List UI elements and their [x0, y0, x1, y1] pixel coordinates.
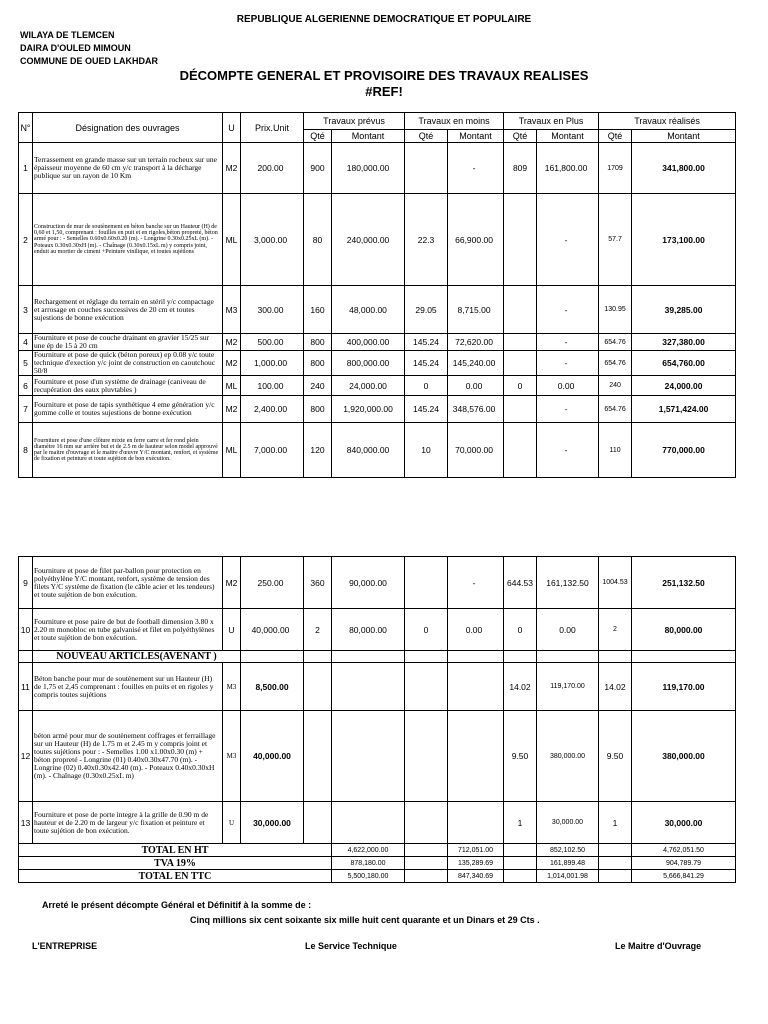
row-prix-unit: 40,000.00 [241, 711, 304, 802]
row-prevus-montant: 180,000.00 [332, 143, 405, 194]
row-moins-qte [405, 663, 448, 711]
row-realises-montant: 1,571,424.00 [632, 396, 736, 423]
total-row [19, 870, 736, 883]
row-prevus-qte: 800 [304, 351, 332, 376]
col-qte: Qté [504, 130, 537, 143]
row-prix-unit: 40,000.00 [241, 609, 304, 651]
row-moins-qte: 0 [405, 609, 448, 651]
row-plus-montant: - [537, 194, 599, 286]
total-row [19, 857, 736, 870]
row-number: 13 [19, 802, 33, 844]
row-unit: M3 [223, 711, 241, 802]
table-row [19, 423, 736, 478]
row-designation: Terrassement en grande masse sur un terrain rocheux sur une épaisseur moyenne de 60 cm y/c transport à la décharge publique sur un rayon de 10 Km [33, 143, 223, 194]
row-prevus-qte: 800 [304, 396, 332, 423]
works-table-top [18, 112, 736, 478]
empty-cell [504, 870, 537, 883]
total-realises-montant: 904,789.79 [632, 857, 736, 870]
empty-cell [599, 870, 632, 883]
row-realises-montant: 770,000.00 [632, 423, 736, 478]
row-moins-qte [405, 557, 448, 609]
row-plus-montant: - [537, 396, 599, 423]
row-designation: Rechargement et réglage du terrain en stéril y/c compactage et arrosage en couches successives de 20 cm et toutes sujestions de bonne exécution [33, 286, 223, 334]
row-designation: béton armé pour mur de soutènement coffrages et ferraillage sur un Hauteur (H) de 1.75 m et 2.45 m y compris joint et toutes sujétions pour : - Semelles 1.00 x1.00x0.30 (m) + béton propreté - Longrine (01) 0.40x0.30x47.70 (m). - Longrine (02) 0.40x0.30x42.40 (m). - Poteaux 0.40x0.30xH (m). - Chaînage (0.30x0.25xL m) [33, 711, 223, 802]
row-plus-qte: 809 [504, 143, 537, 194]
total-label: TOTAL EN HT [19, 844, 332, 857]
col-moins: Travaux en moins [405, 113, 504, 130]
table-row [19, 376, 736, 396]
row-unit: M3 [223, 286, 241, 334]
row-plus-montant: - [537, 351, 599, 376]
row-prix-unit: 30,000.00 [241, 802, 304, 844]
row-prevus-qte: 240 [304, 376, 332, 396]
row-unit: M2 [223, 396, 241, 423]
total-moins-montant: 135,289.69 [448, 857, 504, 870]
row-realises-montant: 80,000.00 [632, 609, 736, 651]
empty-cell [241, 651, 304, 663]
signature-service-technique: Le Service Technique [305, 941, 397, 951]
row-realises-montant: 24,000.00 [632, 376, 736, 396]
table-row [19, 334, 736, 351]
empty-cell [405, 651, 448, 663]
table-row [19, 663, 736, 711]
row-prix-unit: 250.00 [241, 557, 304, 609]
row-moins-montant: 70,000.00 [448, 423, 504, 478]
col-prix: Prix.Unit [241, 113, 304, 143]
row-moins-qte: 0 [405, 376, 448, 396]
total-moins-montant: 712,051.00 [448, 844, 504, 857]
row-designation: Fourniture et pose de porte integre à la grille de 0.90 m de hauteur et de 2.20 m de largeur y/c fixation et peinture et toute sujétion de bon exécution. [33, 802, 223, 844]
row-prevus-montant [332, 802, 405, 844]
row-realises-qte: 1004.53 [599, 557, 632, 609]
row-prevus-qte [304, 711, 332, 802]
row-prevus-qte: 2 [304, 609, 332, 651]
row-prix-unit: 3,000.00 [241, 194, 304, 286]
row-prix-unit: 1,000.00 [241, 351, 304, 376]
col-montant: Montant [332, 130, 405, 143]
table-row [19, 143, 736, 194]
row-prix-unit: 2,400.00 [241, 396, 304, 423]
row-designation: Fourniture et pose d'un système de drainage (caniveau de recupération des eaux pluvtables ) [33, 376, 223, 396]
row-moins-montant: 145,240.00 [448, 351, 504, 376]
document-title [0, 68, 768, 100]
row-realises-qte: 654.76 [599, 396, 632, 423]
empty-cell [332, 651, 405, 663]
row-designation: Fourniture et pose de couche drainant en gravier 15/25 sur une ép de 15 à 20 cm [33, 334, 223, 351]
row-realises-montant: 39,285.00 [632, 286, 736, 334]
row-number: 8 [19, 423, 33, 478]
ref-text: #REF! [365, 84, 403, 99]
signature-maitre-ouvrage: Le Maitre d'Ouvrage [615, 941, 702, 951]
row-prevus-montant: 400,000.00 [332, 334, 405, 351]
empty-cell [405, 844, 448, 857]
row-designation: Fourniture et pose de filet par-ballon pour protection en polyéthylène Y/C montant, renfort, système de tension des filets Y/C système de fixation (le câble acier et les tendeurs) et toute sujétion de bon exécution. [33, 557, 223, 609]
row-number: 9 [19, 557, 33, 609]
row-unit: ML [223, 194, 241, 286]
total-plus-montant: 852,102.50 [537, 844, 599, 857]
empty-cell [19, 651, 33, 663]
row-plus-montant: 161,132.50 [537, 557, 599, 609]
daira-label: DAIRA D'OULED MIMOUN [20, 43, 131, 53]
row-realises-qte: 14.02 [599, 663, 632, 711]
row-prevus-montant: 840,000.00 [332, 423, 405, 478]
row-prix-unit: 7,000.00 [241, 423, 304, 478]
empty-cell [599, 651, 632, 663]
arrete-text: Arreté le présent décompte Général et Définitif à la somme de : [42, 900, 312, 910]
row-moins-qte: 29.05 [405, 286, 448, 334]
row-prevus-montant: 48,000.00 [332, 286, 405, 334]
row-realises-qte: 1 [599, 802, 632, 844]
table-row [19, 609, 736, 651]
row-prevus-qte: 800 [304, 334, 332, 351]
row-prevus-qte: 160 [304, 286, 332, 334]
row-realises-qte: 110 [599, 423, 632, 478]
row-plus-qte [504, 423, 537, 478]
row-plus-qte: 14.02 [504, 663, 537, 711]
row-prix-unit: 500.00 [241, 334, 304, 351]
works-table-bottom [18, 556, 736, 883]
row-number: 3 [19, 286, 33, 334]
row-plus-montant: - [537, 423, 599, 478]
empty-cell [405, 870, 448, 883]
row-designation: Fourniture et pose d'une clôture mixte en ferre carre et fer rond plein diamètre 16 mm sur arrière but et de 2.5 m de hauteur selon model approuvé par le maitre d'ouvrage et le maitre d'œuvre Y/C montant, renfort, et système de fixation et peinture et toute sujétion de bon exécution. [33, 423, 223, 478]
row-number: 5 [19, 351, 33, 376]
row-prevus-qte: 900 [304, 143, 332, 194]
row-prevus-qte: 120 [304, 423, 332, 478]
table-row [19, 286, 736, 334]
row-unit: ML [223, 423, 241, 478]
row-prevus-qte: 80 [304, 194, 332, 286]
row-prevus-montant: 240,000.00 [332, 194, 405, 286]
col-montant: Montant [448, 130, 504, 143]
row-moins-qte [405, 143, 448, 194]
row-moins-montant: - [448, 143, 504, 194]
col-montant: Montant [537, 130, 599, 143]
row-plus-montant: 0.00 [537, 609, 599, 651]
row-unit: U [223, 802, 241, 844]
row-number: 12 [19, 711, 33, 802]
row-prevus-montant: 80,000.00 [332, 609, 405, 651]
row-moins-montant: - [448, 557, 504, 609]
row-designation: Fourniture et pose de quick (béton poreux) ep 0.08 y/c toute technique d'exection y/c joint de construction en caoutchouc 50/8 [33, 351, 223, 376]
row-unit: M2 [223, 557, 241, 609]
row-plus-qte [504, 286, 537, 334]
row-plus-qte: 644.53 [504, 557, 537, 609]
row-moins-qte: 22.3 [405, 194, 448, 286]
row-moins-qte: 145.24 [405, 334, 448, 351]
row-unit: M3 [223, 663, 241, 711]
row-plus-qte [504, 351, 537, 376]
row-prevus-montant [332, 711, 405, 802]
empty-cell [537, 651, 599, 663]
empty-cell [504, 651, 537, 663]
total-plus-montant: 161,899.48 [537, 857, 599, 870]
row-realises-qte: 654.76 [599, 334, 632, 351]
row-moins-montant [448, 663, 504, 711]
total-plus-montant: 1,014,001.98 [537, 870, 599, 883]
total-realises-montant: 4,762,051.50 [632, 844, 736, 857]
row-prix-unit: 200.00 [241, 143, 304, 194]
row-moins-qte: 145.24 [405, 396, 448, 423]
row-number: 4 [19, 334, 33, 351]
row-realises-montant: 119,170.00 [632, 663, 736, 711]
row-prix-unit: 8,500.00 [241, 663, 304, 711]
table-row [19, 711, 736, 802]
row-designation: Béton banche pour mur de soutènement sur un Hauteur (H) de 1,75 et 2,45 comprenant : fouilles en puits et en rigoles y compris toutes sujétions [33, 663, 223, 711]
row-plus-montant: 119,170.00 [537, 663, 599, 711]
title-text: DÉCOMPTE GENERAL ET PROVISOIRE DES TRAVAUX REALISES [179, 68, 589, 83]
empty-cell [405, 857, 448, 870]
row-moins-montant: 0.00 [448, 376, 504, 396]
row-prevus-montant: 90,000.00 [332, 557, 405, 609]
wilaya-label: WILAYA DE TLEMCEN [20, 30, 115, 40]
total-label: TOTAL EN TTC [19, 870, 332, 883]
row-plus-qte: 1 [504, 802, 537, 844]
row-moins-montant: 0.00 [448, 609, 504, 651]
row-realises-montant: 341,800.00 [632, 143, 736, 194]
row-moins-montant [448, 802, 504, 844]
commune-label: COMMUNE DE OUED LAKHDAR [20, 56, 158, 66]
avenant-row [19, 651, 736, 663]
row-plus-montant: - [537, 286, 599, 334]
row-number: 11 [19, 663, 33, 711]
row-unit: U [223, 609, 241, 651]
row-prevus-qte [304, 802, 332, 844]
row-designation: Fourniture et pose paire de but de football dimension 3.80 x 2.20 m monobloc en tube galvanisé et filet en polyéthylènes et toute sujétion de bon exécution. [33, 609, 223, 651]
row-plus-montant: 30,000.00 [537, 802, 599, 844]
table-row [19, 351, 736, 376]
total-realises-montant: 5,666,841.29 [632, 870, 736, 883]
empty-cell [504, 844, 537, 857]
row-plus-qte [504, 194, 537, 286]
row-number: 2 [19, 194, 33, 286]
row-prevus-montant: 1,920,000.00 [332, 396, 405, 423]
row-realises-montant: 251,132.50 [632, 557, 736, 609]
row-moins-qte: 145.24 [405, 351, 448, 376]
row-realises-qte: 9.50 [599, 711, 632, 802]
row-unit: M2 [223, 334, 241, 351]
row-prevus-montant: 24,000.00 [332, 376, 405, 396]
row-moins-montant: 348,576.00 [448, 396, 504, 423]
row-unit: M2 [223, 351, 241, 376]
republic-header: REPUBLIQUE ALGERIENNE DEMOCRATIQUE ET POPULAIRE [236, 14, 532, 25]
row-designation: Construction de mur de soutènement en béton banche sur un Hauteur (H) de 0,60 et 1,50, comprenant : fouilles en puit et en rigoles,béton propreté, béton armé pour : - Semelles 0.60x0.60x0.20 (m). - Longrine 0.30x0.25xL (m). - Poteaux 0.30x0.30xH (m). - Chaînage (0.30x0.15xL m) y compris joint, enduit au mortier de ciment +Peinture vinilique, et toutes sujétions [33, 194, 223, 286]
total-prevus-montant: 5,500,180.00 [332, 870, 405, 883]
row-prevus-montant: 800,000.00 [332, 351, 405, 376]
col-plus: Travaux en Plus [504, 113, 599, 130]
row-plus-qte: 9.50 [504, 711, 537, 802]
empty-cell [448, 651, 504, 663]
row-number: 10 [19, 609, 33, 651]
row-plus-montant: - [537, 334, 599, 351]
row-moins-montant: 66,900.00 [448, 194, 504, 286]
row-plus-qte [504, 334, 537, 351]
row-prevus-qte: 360 [304, 557, 332, 609]
row-realises-qte: 240 [599, 376, 632, 396]
row-plus-montant: 161,800.00 [537, 143, 599, 194]
row-number: 7 [19, 396, 33, 423]
total-moins-montant: 847,340.69 [448, 870, 504, 883]
col-montant: Montant [632, 130, 736, 143]
table-row [19, 194, 736, 286]
col-qte: Qté [599, 130, 632, 143]
empty-cell [304, 651, 332, 663]
row-realises-qte: 1709 [599, 143, 632, 194]
col-designation: Désignation des ouvrages [33, 113, 223, 143]
row-moins-qte: 10 [405, 423, 448, 478]
col-prevus: Travaux prévus [304, 113, 405, 130]
row-moins-qte [405, 711, 448, 802]
avenant-label: NOUVEAU ARTICLES(AVENANT ) [33, 651, 241, 663]
row-realises-montant: 654,760.00 [632, 351, 736, 376]
row-prix-unit: 300.00 [241, 286, 304, 334]
row-realises-qte: 130.95 [599, 286, 632, 334]
row-plus-qte [504, 396, 537, 423]
row-number: 1 [19, 143, 33, 194]
col-n: N° [19, 113, 33, 143]
row-realises-qte: 2 [599, 609, 632, 651]
empty-cell [632, 651, 736, 663]
row-realises-qte: 654.76 [599, 351, 632, 376]
col-qte: Qté [405, 130, 448, 143]
row-prevus-montant [332, 663, 405, 711]
row-realises-qte: 57.7 [599, 194, 632, 286]
empty-cell [599, 844, 632, 857]
amount-in-words: Cinq millions six cent soixante six mille huit cent quarante et un Dinars et 29 Cts . [190, 915, 540, 925]
row-plus-qte: 0 [504, 376, 537, 396]
row-plus-qte: 0 [504, 609, 537, 651]
col-realises: Travaux réalisés [599, 113, 736, 130]
row-moins-montant: 72,620.00 [448, 334, 504, 351]
total-row [19, 844, 736, 857]
row-unit: ML [223, 376, 241, 396]
total-prevus-montant: 4,622,000.00 [332, 844, 405, 857]
row-plus-montant: 0.00 [537, 376, 599, 396]
col-u: U [223, 113, 241, 143]
row-designation: Fourniture et pose de tapis synthétique 4 eme génération y/c gomme colle et toutes sujestions de bonne exécution [33, 396, 223, 423]
row-prix-unit: 100.00 [241, 376, 304, 396]
signature-entreprise: L'ENTREPRISE [32, 941, 98, 951]
row-unit: M2 [223, 143, 241, 194]
row-realises-montant: 380,000.00 [632, 711, 736, 802]
table-row [19, 557, 736, 609]
table-row [19, 396, 736, 423]
table-row [19, 802, 736, 844]
total-label: TVA 19% [19, 857, 332, 870]
row-plus-montant: 380,000.00 [537, 711, 599, 802]
total-prevus-montant: 878,180.00 [332, 857, 405, 870]
empty-cell [504, 857, 537, 870]
row-prevus-qte [304, 663, 332, 711]
row-number: 6 [19, 376, 33, 396]
col-qte: Qté [304, 130, 332, 143]
empty-cell [599, 857, 632, 870]
row-realises-montant: 30,000.00 [632, 802, 736, 844]
row-moins-montant: 8,715.00 [448, 286, 504, 334]
row-moins-qte [405, 802, 448, 844]
row-realises-montant: 327,380.00 [632, 334, 736, 351]
row-moins-montant [448, 711, 504, 802]
row-realises-montant: 173,100.00 [632, 194, 736, 286]
